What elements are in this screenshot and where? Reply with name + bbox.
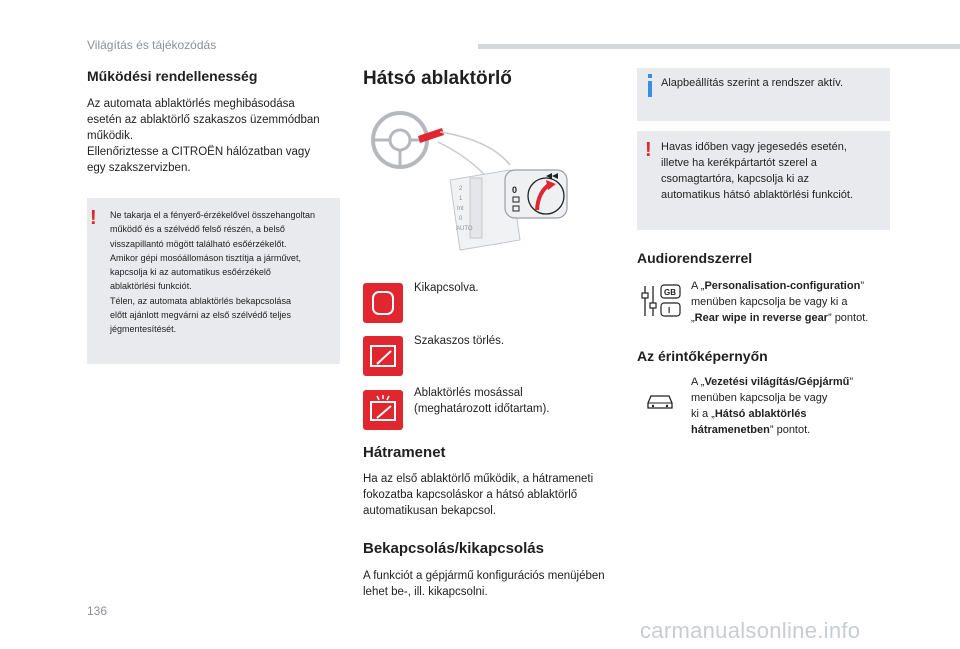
on-off-paragraph bbox=[363, 568, 605, 600]
text-line: Az automata ablaktörlés meghibásodása bbox=[87, 98, 295, 110]
info-icon-top bbox=[648, 74, 652, 78]
warning-text-rain-sensor bbox=[110, 209, 336, 338]
heading-malfunction: Működési rendellenesség bbox=[87, 68, 258, 84]
text-line: Télen, az automata ablaktörlés bekapcsolása bbox=[110, 295, 291, 307]
heading-touchscreen: Az érintőképernyőn bbox=[637, 348, 768, 364]
mode-label-intermittent: Szakaszos törlés. bbox=[414, 335, 505, 347]
car-icon bbox=[645, 391, 675, 411]
text-line: Ablaktörlés mosással bbox=[414, 387, 523, 399]
page-number: 136 bbox=[87, 604, 108, 618]
stalk-label-1: 1 bbox=[459, 196, 463, 202]
text-line: illetve ha kerékpártartót szerel a bbox=[661, 157, 817, 169]
switch-symbol-off: 0 bbox=[512, 185, 518, 195]
text-line: (meghatározott időtartam). bbox=[414, 403, 550, 415]
audio-instructions bbox=[691, 278, 868, 326]
text-line: egy szakszervizben. bbox=[87, 162, 191, 174]
text-line: ablaktörlési funkciót. bbox=[110, 281, 192, 293]
text-line: lehet be-, ill. kikapcsolni. bbox=[363, 586, 488, 598]
text-line: Ne takarja el a fényerő-érzékelővel összehangoltan bbox=[110, 210, 316, 221]
text-line: menüben kapcsolja be vagy bbox=[691, 392, 828, 404]
text-line: hátramenetben” pontot. bbox=[691, 424, 811, 436]
stalk-label-int: Int bbox=[457, 206, 464, 212]
text-line: A „Personalisation-configuration” bbox=[691, 280, 864, 292]
text-line: Ha az első ablaktörlő működik, a hátrameneti bbox=[363, 473, 594, 485]
text-line: menüben kapcsolja be vagy ki a bbox=[691, 296, 848, 308]
heading-audio: Audiorendszerrel bbox=[637, 250, 753, 266]
text-line: automatikus hátsó ablaktörlési funkciót. bbox=[661, 189, 853, 201]
wiper-wash-icon bbox=[363, 390, 403, 430]
stalk-label-2: 2 bbox=[459, 186, 463, 192]
text-line: automatikusan bekapcsol. bbox=[363, 505, 496, 517]
info-icon bbox=[648, 81, 652, 97]
info-text-default: Alapbeállítás szerint a rendszer aktív. bbox=[661, 77, 843, 89]
stalk-label-auto: AUTO bbox=[456, 226, 473, 232]
text-line: A „Vezetési világítás/Gépjármű” bbox=[691, 376, 854, 388]
watermark: carmanualsonline.info bbox=[640, 618, 861, 643]
text-line: működő és a szélvédő felső részén, a belső bbox=[110, 224, 285, 236]
header-bar bbox=[478, 44, 960, 49]
text-line: visszapillantó mögött található esőérzékelőt. bbox=[110, 238, 287, 250]
text-line: kapcsolja ki az automatikus esőérzékelő bbox=[110, 267, 271, 279]
text-line: esetén az ablaktörlő szakaszos üzemmódban bbox=[87, 114, 320, 126]
heading-on-off: Bekapcsolás/kikapcsolás bbox=[363, 540, 544, 557]
reverse-paragraph bbox=[363, 471, 593, 519]
mode-label-off: Kikapcsolva. bbox=[414, 282, 479, 294]
stalk-highlight-icon bbox=[418, 128, 444, 143]
warning-icon: ! bbox=[645, 139, 652, 161]
wiper-intermittent-icon bbox=[363, 336, 403, 376]
text-line: Amikor gépi mosóállomáson tisztítja a járművet, bbox=[110, 252, 301, 264]
text-line: jégmentesítését. bbox=[110, 324, 177, 336]
touchscreen-instructions bbox=[691, 374, 853, 438]
heading-reverse: Hátramenet bbox=[363, 444, 446, 461]
heading-rear-wiper: Hátsó ablaktörlő bbox=[363, 68, 512, 89]
wiper-stalk-illustration bbox=[360, 100, 590, 260]
text-line: fokozatba kapcsoláskor a hátsó ablaktörlő bbox=[363, 489, 578, 501]
language-icon-label: GB bbox=[664, 288, 676, 297]
malfunction-paragraph bbox=[87, 96, 320, 176]
text-line: előtt ajánlott megvárni az első szélvédő teljes bbox=[110, 310, 291, 322]
text-line: működik. bbox=[87, 130, 134, 142]
info-icon-label: I bbox=[668, 306, 671, 315]
text-line: Ellenőriztesse a CITROËN hálózatban vagy bbox=[87, 146, 311, 158]
text-line: A funkciót a gépjármű konfigurációs menüjében bbox=[363, 570, 605, 582]
text-line: „Rear wipe in reverse gear” pontot. bbox=[691, 312, 869, 324]
stalk-label-0: 0 bbox=[459, 216, 463, 222]
rotary-switch bbox=[505, 170, 567, 218]
settings-sliders-icon bbox=[640, 283, 682, 319]
mode-label-wash bbox=[414, 385, 550, 417]
warning-text-snow bbox=[661, 139, 853, 203]
running-header: Világítás és tájékozódás bbox=[87, 38, 217, 52]
warning-icon: ! bbox=[90, 207, 97, 229]
wiper-off-icon bbox=[363, 283, 403, 323]
steering-wheel-icon bbox=[373, 113, 427, 167]
text-line: Havas időben vagy jegesedés esetén, bbox=[661, 141, 847, 153]
text-line: ki a „Hátsó ablaktörlés bbox=[691, 408, 807, 420]
text-line: csomagtartóra, kapcsolja ki az bbox=[661, 173, 809, 185]
